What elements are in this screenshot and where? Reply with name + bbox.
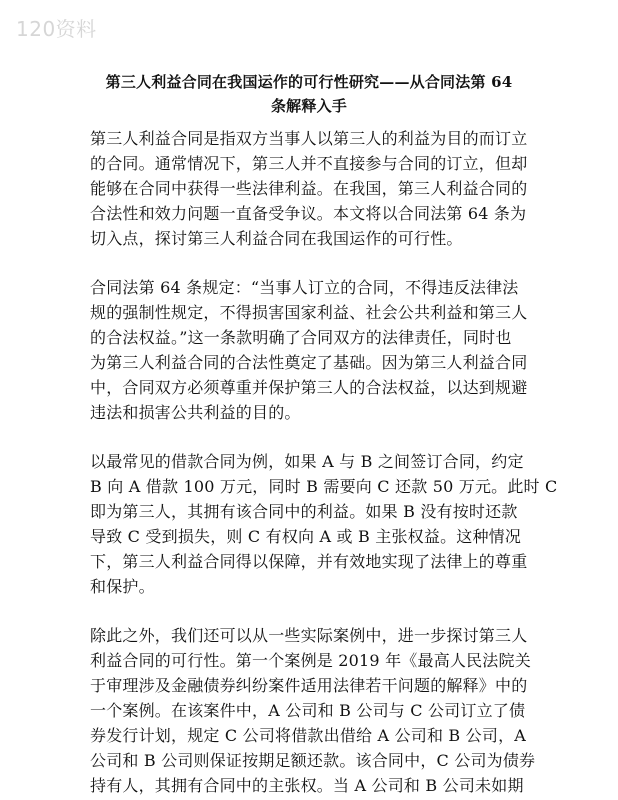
paragraph-line: 的合法权益。”这一条款明确了合同双方的法律责任，同时也 xyxy=(90,328,512,347)
paragraph-3 xyxy=(90,449,558,599)
paragraph-line: 规的强制性规定，不得损害国家利益、社会公共利益和第三人 xyxy=(90,303,528,322)
paragraph-line: 持有人，其拥有合同中的主张权。当 A 公司和 B 公司未如期 xyxy=(90,776,524,795)
paragraph-line: 公司和 B 公司则保证按期足额还款。该合同中，C 公司为债券 xyxy=(90,751,536,770)
paragraph-line: 合法性和效力问题一直备受争议。本文将以合同法第 64 条为 xyxy=(90,204,527,223)
paragraph-line: 为第三人利益合同的合法性奠定了基础。因为第三人利益合同 xyxy=(90,353,528,372)
paragraph-line: 中，合同双方必须尊重并保护第三人的合法权益，以达到规避 xyxy=(90,378,528,397)
paragraph-line: 的合同。通常情况下，第三人并不直接参与合同的订立，但却 xyxy=(90,154,528,173)
paragraph-2 xyxy=(90,275,528,425)
paragraph-line: 第三人利益合同是指双方当事人以第三人的利益为目的而订立 xyxy=(90,129,528,148)
paragraph-line: 合同法第 64 条规定：“当事人订立的合同，不得违反法律法 xyxy=(90,278,519,297)
paragraph-line: 即为第三人，其拥有该合同中的利益。如果 B 没有按时还款 xyxy=(90,502,518,521)
document-body xyxy=(90,126,558,800)
paragraph-line: 券发行计划，规定 C 公司将借款出借给 A 公司和 B 公司，A xyxy=(90,726,527,745)
paragraph-line: 以最常见的借款合同为例，如果 A 与 B 之间签订合同，约定 xyxy=(90,452,524,471)
title-line-1: 第三人利益合同在我国运作的可行性研究——从合同法第 64 xyxy=(105,73,513,91)
paragraph-line: 于审理涉及金融债券纠纷案件适用法律若干问题的解释》中的 xyxy=(90,676,528,695)
paragraph-line: 切入点，探讨第三人利益合同在我国运作的可行性。 xyxy=(90,229,463,248)
paragraph-line: 一个案例。在该案件中，A 公司和 B 公司与 C 公司订立了债 xyxy=(90,701,526,720)
paragraph-line: 和保护。 xyxy=(90,577,155,596)
paragraph-line: B 向 A 借款 100 万元，同时 B 需要向 C 还款 50 万元。此时 C xyxy=(90,477,558,496)
paragraph-line: 下，第三人利益合同得以保障，并有效地实现了法律上的尊重 xyxy=(90,552,528,571)
title-line-2: 条解释入手 xyxy=(270,97,347,115)
paragraph-line: 违法和损害公共利益的目的。 xyxy=(90,403,301,422)
paragraph-4 xyxy=(90,623,536,798)
paragraph-line: 除此之外，我们还可以从一些实际案例中，进一步探讨第三人 xyxy=(90,626,528,645)
watermark: 120资料 xyxy=(16,17,97,41)
paragraph-line: 导致 C 受到损失，则 C 有权向 A 或 B 主张权益。这种情况 xyxy=(90,527,522,546)
paragraph-line: 利益合同的可行性。第一个案例是 2019 年《最高人民法院关 xyxy=(90,651,531,670)
paragraph-line: 能够在合同中获得一些法律利益。在我国，第三人利益合同的 xyxy=(90,179,528,198)
page-title xyxy=(84,70,534,118)
paragraph-1 xyxy=(90,126,528,251)
